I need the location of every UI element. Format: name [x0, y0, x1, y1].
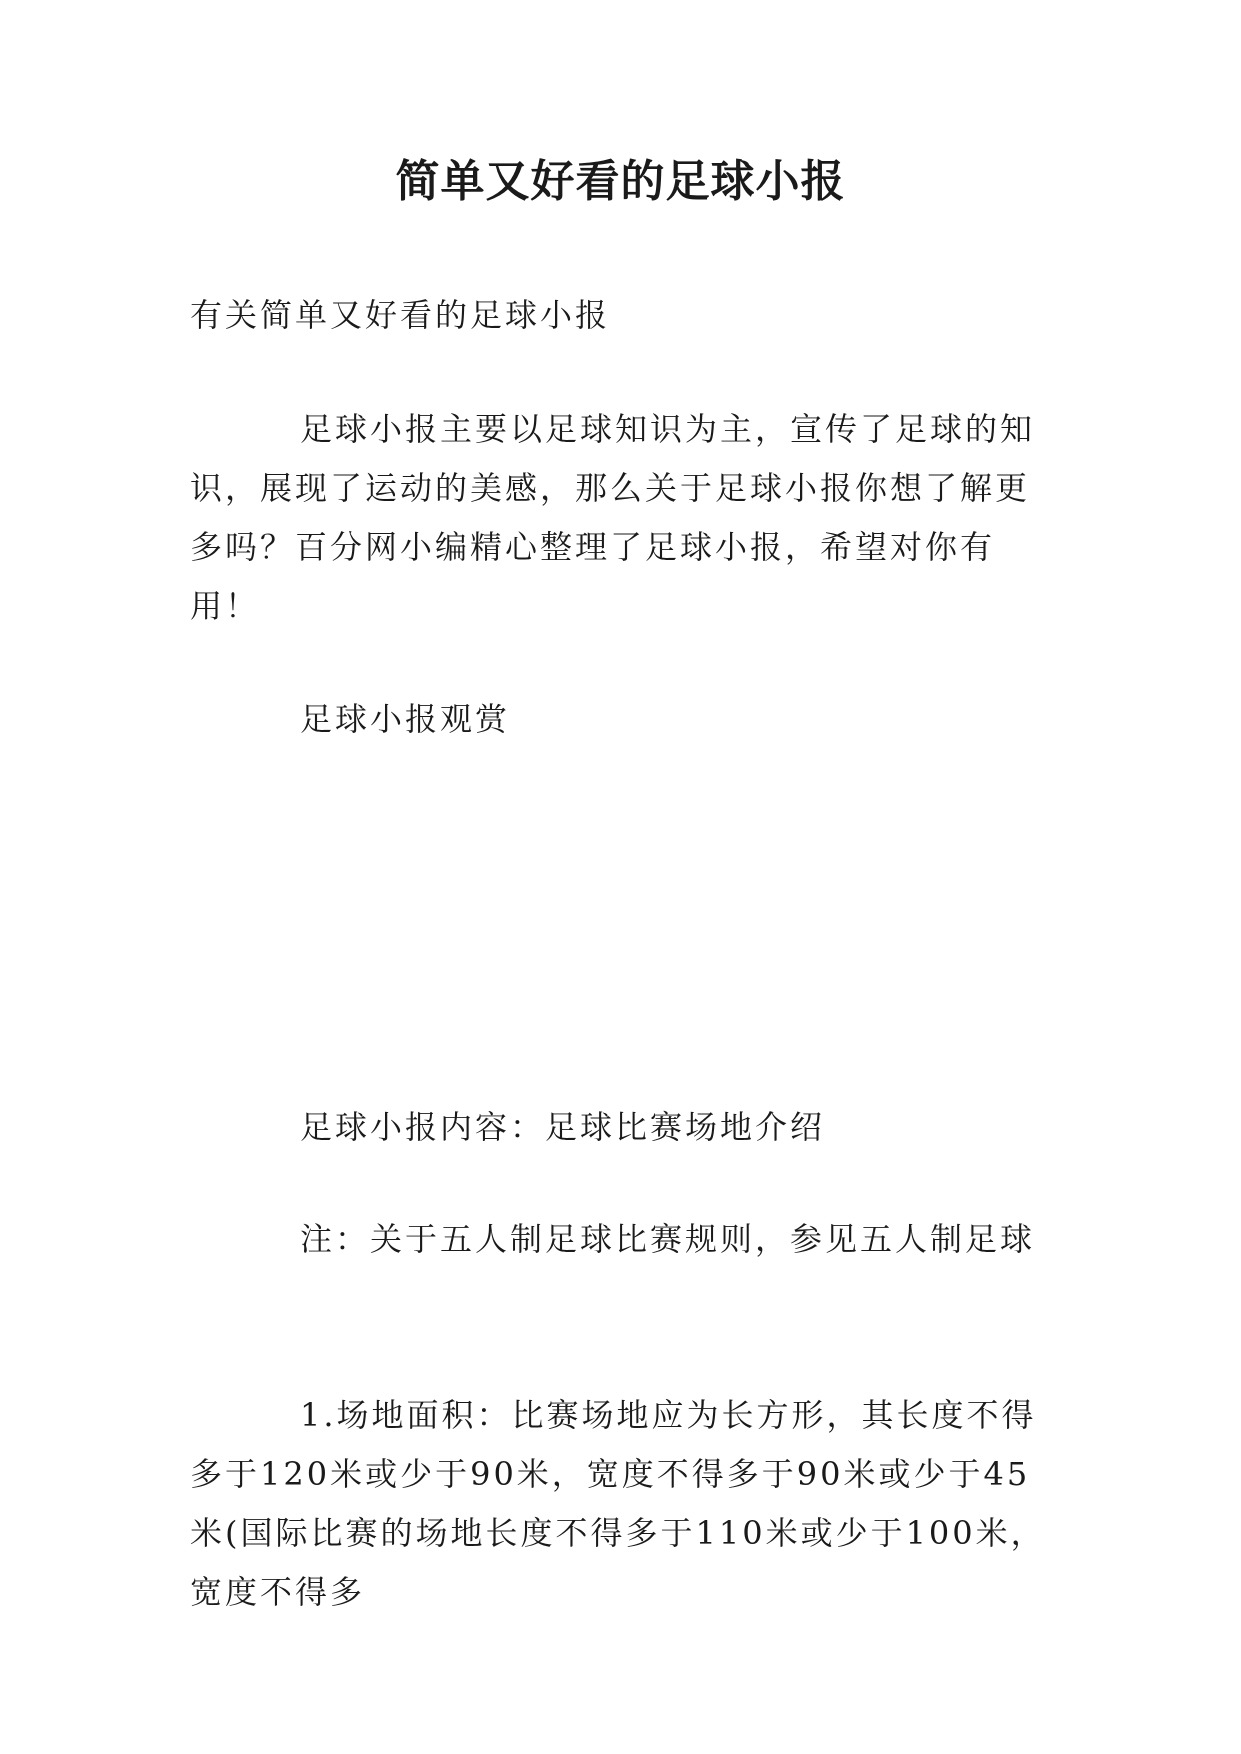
- section-heading-content: 足球小报内容：足球比赛场地介绍: [300, 1108, 826, 1146]
- document-subtitle: 有关简单又好看的足球小报: [190, 296, 611, 334]
- rule-paragraph-1: 1.场地面积：比赛场地应为长方形，其长度不得多于120米或少于90米，宽度不得多于90米或少于45米(国际比赛的场地长度不得多于110米或少于100米，宽度不得多: [190, 1396, 1046, 1611]
- document-title: 简单又好看的足球小报: [395, 156, 846, 207]
- section-heading-watch: 足球小报观赏: [300, 700, 511, 738]
- intro-paragraph: 足球小报主要以足球知识为主，宣传了足球的知识，展现了运动的美感，那么关于足球小报你想了解更多吗？百分网小编精心整理了足球小报，希望对你有用！: [190, 410, 1036, 625]
- note-paragraph: 注：关于五人制足球比赛规则，参见五人制足球: [300, 1220, 1036, 1258]
